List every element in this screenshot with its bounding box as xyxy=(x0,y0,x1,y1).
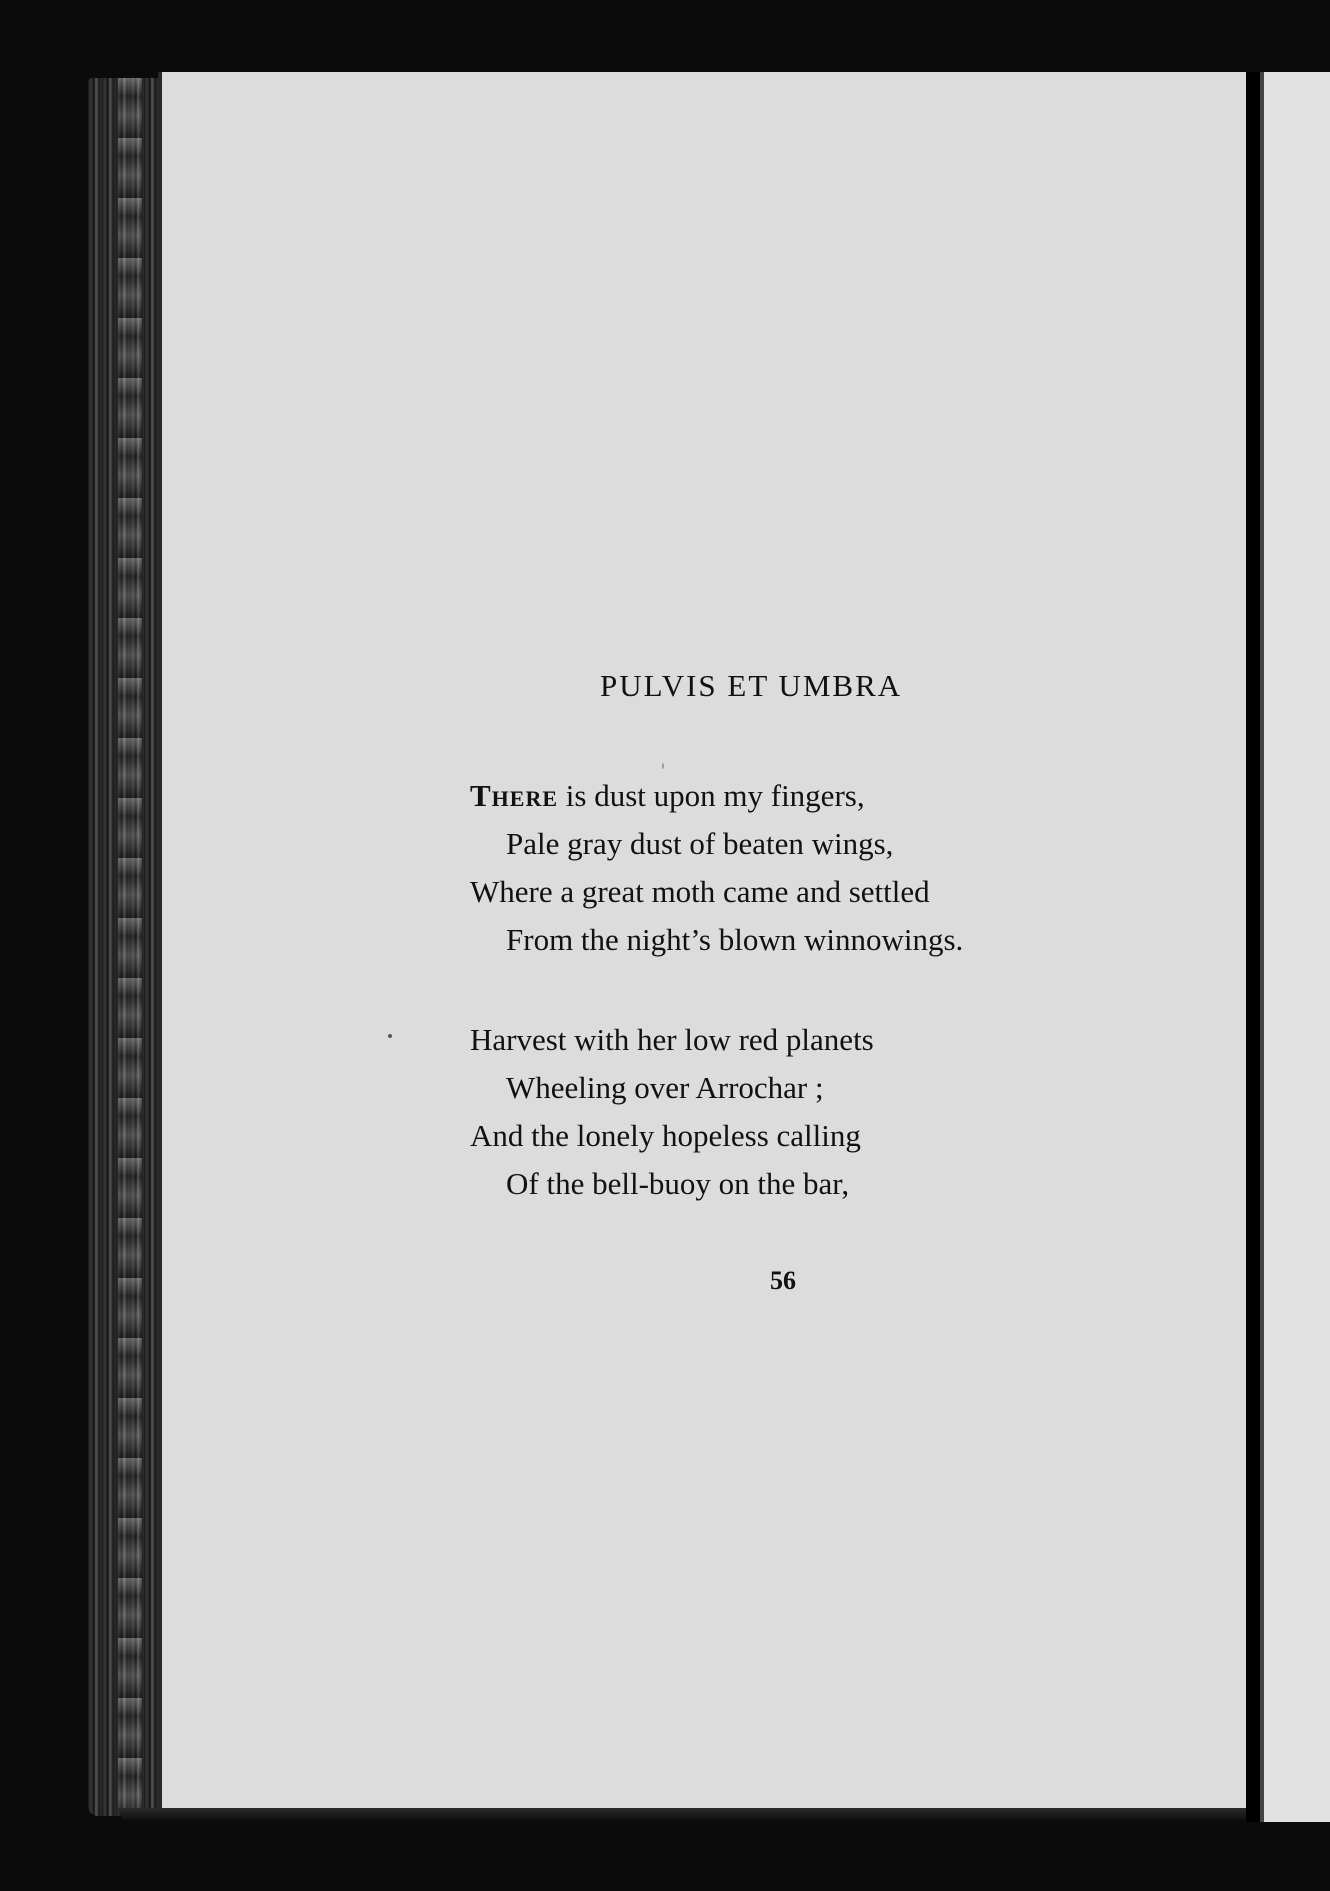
paper-speck xyxy=(662,763,664,769)
stanza-1 xyxy=(470,772,963,964)
poem-title: PULVIS ET UMBRA xyxy=(600,668,903,703)
page-number: 56 xyxy=(770,1266,796,1295)
poem-line: From the night’s blown winnowings. xyxy=(506,922,964,957)
poem-body xyxy=(470,772,963,1260)
paper-speck xyxy=(388,1034,392,1038)
poem-line: Where a great moth came and settled xyxy=(470,874,930,909)
book-spine xyxy=(1246,72,1260,1822)
book-page-edges xyxy=(88,78,168,1816)
opening-word: There xyxy=(470,778,559,813)
poem-line: Of the bell-buoy on the bar, xyxy=(506,1166,850,1201)
poem-line: Harvest with her low red planets xyxy=(470,1022,874,1057)
page-bottom-shadow xyxy=(118,1808,1248,1822)
opening-line-rest: is dust upon my fingers, xyxy=(558,778,865,813)
facing-page-sliver xyxy=(1260,72,1330,1822)
stanza-2 xyxy=(470,1016,963,1208)
poem-line: Wheeling over Arrochar ; xyxy=(506,1070,824,1105)
poem-line xyxy=(470,772,963,820)
poem-line: And the lonely hopeless calling xyxy=(470,1118,861,1153)
poem-line: Pale gray dust of beaten wings, xyxy=(506,826,894,861)
